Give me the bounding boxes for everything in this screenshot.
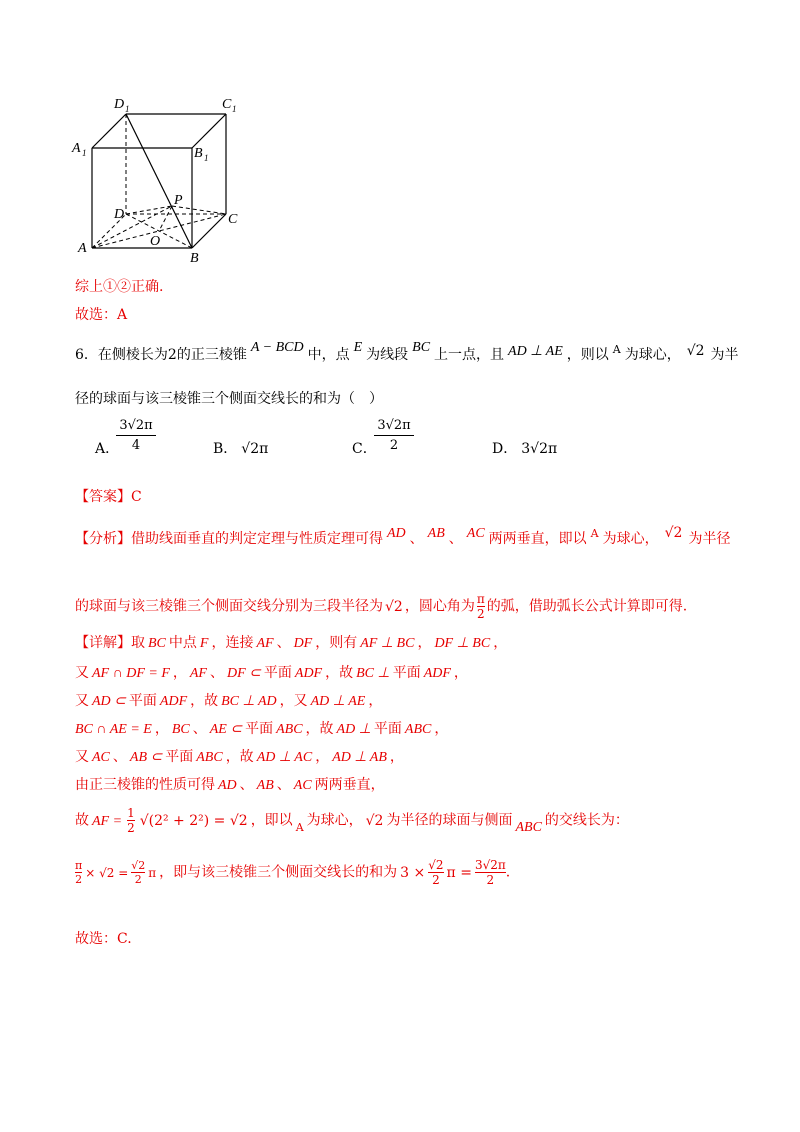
label-D1: D xyxy=(114,97,125,112)
detail-text: ，故 xyxy=(225,749,254,765)
detail-math: F xyxy=(199,636,209,651)
fraction-num: π xyxy=(476,592,485,606)
label-C1-sub: 1 xyxy=(232,104,237,114)
detail-row2 xyxy=(75,662,468,682)
detail-fraction xyxy=(75,859,82,886)
label-O: O xyxy=(150,234,161,249)
detail-row7 xyxy=(75,806,629,835)
fraction-num: 3√2π xyxy=(474,858,506,872)
detail-text: ，即与该三棱锥三个侧面交线长的和为 xyxy=(159,864,398,881)
label-C: C xyxy=(228,212,238,227)
detail-math: AF ⊥ BC xyxy=(360,636,415,651)
detail-text: ，则有 xyxy=(315,635,358,651)
detail-text: ， xyxy=(315,749,330,765)
q6-math: E xyxy=(353,340,363,355)
analysis-line2 xyxy=(75,592,687,621)
q6-text: 为线段 xyxy=(366,347,409,363)
detail-text: 、 xyxy=(192,721,207,737)
detail-math: √2 xyxy=(365,812,384,829)
detail-math: BC ∩ AE = E xyxy=(75,722,152,737)
analysis-text: 的球面与该三棱锥三个侧面交线分别为三段半径为 xyxy=(75,598,383,615)
detail-text: 取 xyxy=(131,635,145,651)
question-6-line1 xyxy=(75,340,739,364)
label-A1-sub: 1 xyxy=(82,148,87,158)
q6-math: √2 xyxy=(686,343,705,359)
q6-math: AD ⊥ AE xyxy=(508,344,563,359)
detail-math: AD ⊥ AE xyxy=(310,694,366,709)
option-B xyxy=(213,438,268,458)
detail-text: 平面 xyxy=(128,693,157,709)
analysis-text: 两两垂直，即以 xyxy=(488,531,587,547)
q6-math: BC xyxy=(412,340,431,355)
detail-text: 平面 xyxy=(165,749,194,765)
detail-fraction xyxy=(127,806,135,835)
detail-fraction xyxy=(475,858,506,887)
detail-text: 、 xyxy=(209,665,224,681)
detail-text: 中点 xyxy=(168,635,197,651)
detail-math: ABC xyxy=(404,722,432,737)
detail-row4 xyxy=(75,718,448,738)
analysis-line1 xyxy=(75,525,731,548)
option-A-label: A． xyxy=(95,441,120,457)
option-A-den: 4 xyxy=(131,438,141,453)
detail-text: 又 xyxy=(75,749,89,765)
question-6-line2: 径的球面与该三棱锥三个侧面交线长的和为（ ） xyxy=(75,391,383,407)
option-A-num: 3√2π xyxy=(119,418,153,433)
option-C-label: C． xyxy=(352,441,377,457)
detail-math: DF xyxy=(293,636,313,651)
analysis-math: √2 xyxy=(385,598,403,615)
option-B-value: √2π xyxy=(241,441,269,457)
option-A-fraction xyxy=(116,418,156,453)
q6-math: A xyxy=(612,343,621,356)
detail-fraction xyxy=(131,859,145,886)
q6-text: 上一点，且 xyxy=(434,347,505,363)
fraction-num: π xyxy=(75,859,83,872)
detail-text: ，即以 xyxy=(250,812,293,829)
detail-text: 平面 xyxy=(392,665,421,681)
option-D xyxy=(492,438,557,458)
answer-line xyxy=(75,486,142,506)
option-C-fraction xyxy=(374,418,414,453)
analysis-math: AC xyxy=(466,526,485,541)
detail-row6 xyxy=(75,774,385,794)
cube-figure xyxy=(70,90,250,270)
fraction-num: 1 xyxy=(127,806,135,820)
detail-fraction xyxy=(428,858,443,887)
detail-text: ， xyxy=(389,749,404,765)
detail-text: ， xyxy=(172,665,187,681)
label-B1-sub: 1 xyxy=(204,153,209,163)
detail-math: DF ⊥ BC xyxy=(434,636,491,651)
prev-summary: 综上①②正确. xyxy=(75,279,164,295)
detail-math: AE ⊂ xyxy=(209,722,243,737)
detail-text: ，故 xyxy=(305,721,334,737)
detail-math: π xyxy=(148,865,157,880)
detail-text: 、 xyxy=(276,777,291,793)
detail-row3 xyxy=(75,690,382,710)
detail-math: AB xyxy=(256,778,274,793)
detail-math: AD ⊥ AC xyxy=(256,750,313,765)
detail-math: AC xyxy=(293,778,312,793)
fraction-den: 2 xyxy=(127,821,135,835)
detail-text: ， xyxy=(434,721,449,737)
detail-text: 、 xyxy=(276,635,291,651)
answer-value: C xyxy=(131,489,142,505)
detail-text: ， xyxy=(154,721,169,737)
detail-text: 的交线长为： xyxy=(544,812,629,829)
detail-math: AD xyxy=(218,778,237,793)
detail-text: ，又 xyxy=(279,693,308,709)
detail-text: 为球心， xyxy=(306,812,363,829)
q6-math: A − BCD xyxy=(250,340,304,355)
analysis-text: ，圆心角为 xyxy=(404,598,475,615)
option-C-den: 2 xyxy=(389,438,399,453)
label-C1: C xyxy=(222,97,232,112)
detail-text: 平面 xyxy=(245,721,274,737)
detail-math: BC ⊥ xyxy=(356,666,390,681)
analysis-text: 为半径 xyxy=(688,531,731,547)
detail-math: BC xyxy=(148,636,166,651)
detail-row5 xyxy=(75,746,404,766)
detail-math: BC xyxy=(171,722,190,737)
detail-math: AB ⊂ xyxy=(129,750,163,765)
q6-text: ，则以 xyxy=(566,347,609,363)
analysis-math: √2 xyxy=(664,525,683,541)
fraction-den: 2 xyxy=(131,872,145,886)
detail-math: 3 × xyxy=(400,864,426,881)
analysis-math: AB xyxy=(427,526,445,541)
detail-math: AF xyxy=(256,636,274,651)
detail-text: . xyxy=(505,864,511,881)
detail-math: A xyxy=(295,820,304,834)
option-D-label: D． xyxy=(492,441,518,457)
fraction-den: 2 xyxy=(476,607,485,621)
detail-text: 两两垂直， xyxy=(314,777,385,793)
analysis-fraction xyxy=(477,592,485,621)
detail-tag: 【详解】 xyxy=(75,635,131,651)
label-D1-sub: 1 xyxy=(125,104,130,114)
detail-math: ADF xyxy=(294,666,323,681)
analysis-text: 、 xyxy=(448,531,463,547)
analysis-math: AD xyxy=(387,526,406,541)
detail-math: AC xyxy=(92,750,110,765)
detail-math: ADF xyxy=(423,666,451,681)
analysis-math: A xyxy=(590,527,599,540)
q6-text: 在侧棱长为2的正三棱锥 xyxy=(97,347,247,363)
detail-final: 故选：C. xyxy=(75,931,132,947)
option-D-value: 3√2π xyxy=(521,441,558,457)
detail-text: 平面 xyxy=(263,665,292,681)
detail-text: 又 xyxy=(75,665,89,681)
label-B: B xyxy=(190,251,199,266)
detail-row1 xyxy=(75,632,507,652)
analysis-text: 借助线面垂直的判定定理与性质定理可得 xyxy=(131,531,383,547)
detail-math: π = xyxy=(446,864,472,881)
detail-text: 、 xyxy=(239,777,254,793)
fraction-den: 2 xyxy=(428,872,443,887)
question-number: 6． xyxy=(75,347,98,363)
detail-math: AD ⊥ AB xyxy=(332,750,387,765)
q6-text: 为球心， xyxy=(624,347,681,363)
detail-math: × √2 = xyxy=(85,865,129,880)
label-A1: A xyxy=(72,141,81,156)
detail-text: 平面 xyxy=(373,721,402,737)
fraction-num: √2 xyxy=(131,859,146,872)
detail-text: ， xyxy=(368,693,383,709)
prev-choose: 故选：A xyxy=(75,307,128,323)
detail-math: √(2² + 2²) = √2 xyxy=(139,812,248,829)
detail-math: AD ⊂ xyxy=(92,694,126,709)
detail-math: ABC xyxy=(196,750,223,765)
detail-row8 xyxy=(75,858,510,887)
analysis-tag: 【分析】 xyxy=(75,531,131,547)
detail-math: BC ⊥ AD xyxy=(221,694,277,709)
detail-math: AF ∩ DF = F xyxy=(92,666,170,681)
detail-math: AF = xyxy=(92,813,123,829)
fraction-den: 2 xyxy=(475,872,506,887)
fraction-den: 2 xyxy=(75,873,83,886)
detail-math: DF ⊂ xyxy=(226,666,261,681)
detail-text: ，连接 xyxy=(211,635,254,651)
analysis-text: 为球心， xyxy=(602,531,659,547)
detail-text: 故 xyxy=(75,812,89,829)
detail-text: ，故 xyxy=(325,665,354,681)
q6-text: 中，点 xyxy=(307,347,350,363)
detail-text: 为半径的球面与侧面 xyxy=(386,812,513,829)
detail-text: 又 xyxy=(75,693,89,709)
option-B-label: B． xyxy=(213,441,238,457)
q6-text: 为半 xyxy=(710,347,739,363)
detail-text: 、 xyxy=(112,749,127,765)
label-P: P xyxy=(174,193,183,208)
detail-math: ABC xyxy=(276,722,303,737)
option-C-num: 3√2π xyxy=(377,418,411,433)
detail-text: ， xyxy=(493,635,508,651)
detail-text: ，故 xyxy=(190,693,219,709)
label-D: D xyxy=(114,207,125,222)
label-B1: B xyxy=(194,146,203,161)
fraction-num: √2 xyxy=(428,858,444,872)
analysis-text: 的弧，借助弧长公式计算即可得. xyxy=(486,598,688,615)
detail-math: ADF xyxy=(159,694,188,709)
detail-math: AF xyxy=(189,666,207,681)
detail-text: ， xyxy=(417,635,432,651)
answer-tag: 【答案】 xyxy=(75,489,131,505)
label-A: A xyxy=(78,241,87,256)
detail-math: AD ⊥ xyxy=(336,722,371,737)
detail-text: 由正三棱锥的性质可得 xyxy=(75,777,215,793)
detail-text: ， xyxy=(453,665,468,681)
detail-math: ABC xyxy=(515,819,542,835)
analysis-text: 、 xyxy=(409,531,424,547)
